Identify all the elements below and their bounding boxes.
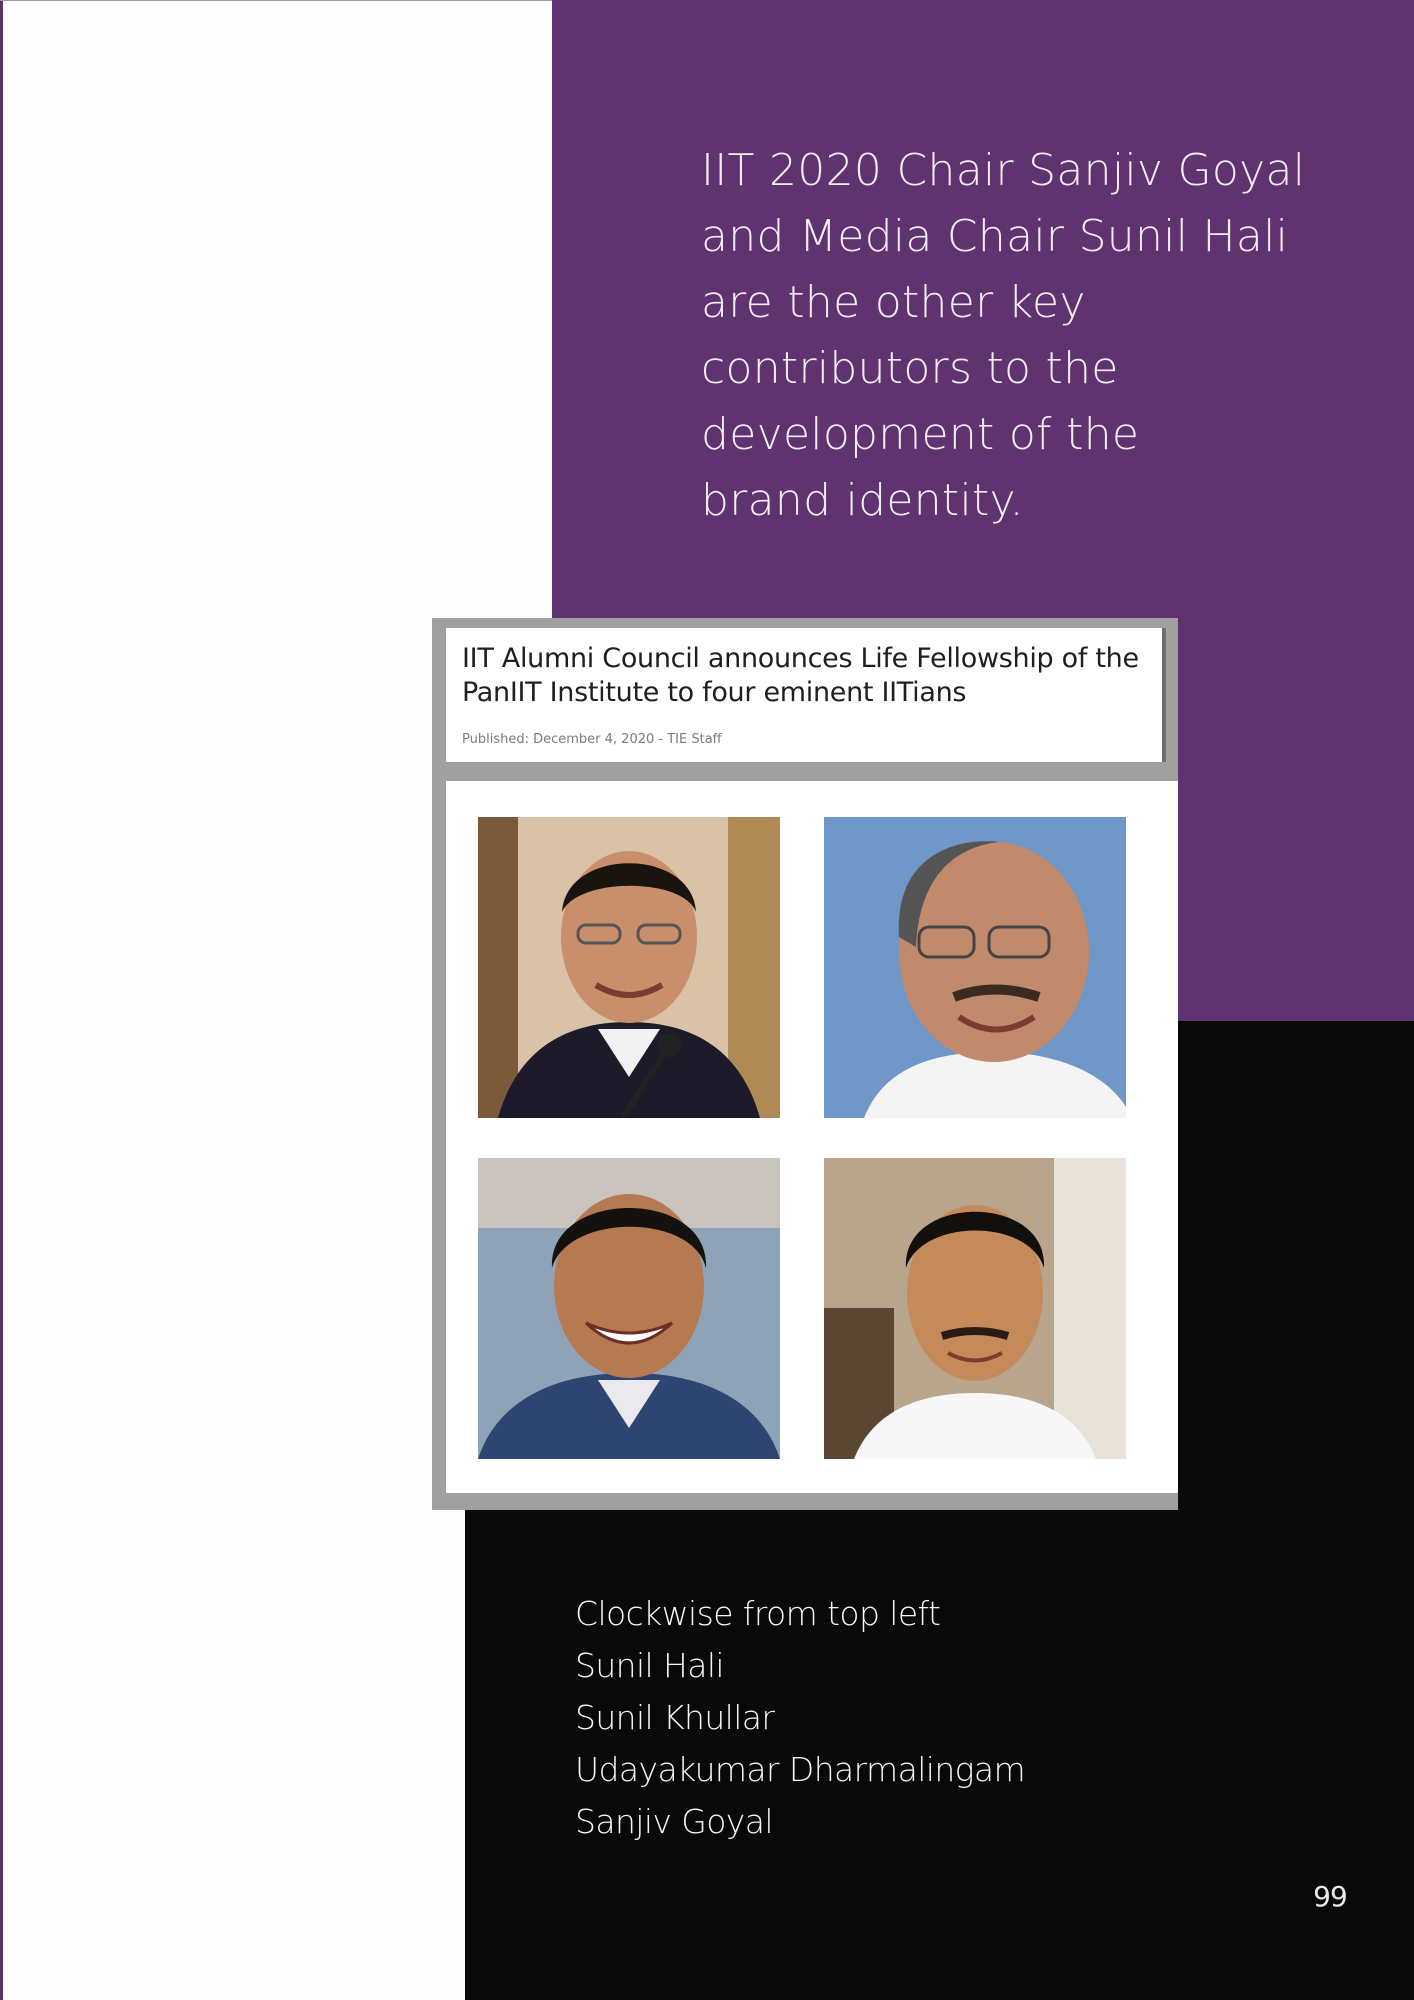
- caption-name: Sanjiv Goyal: [575, 1802, 773, 1841]
- portrait-photo-bottom-right: [824, 1158, 1126, 1459]
- photo-grid: [446, 781, 1178, 1493]
- portrait-photo-top-right: [824, 817, 1126, 1118]
- portrait-photo-top-left: [478, 817, 780, 1118]
- page-number: 99: [1313, 1880, 1347, 1913]
- top-edge-rule: [0, 0, 552, 1]
- caption-name: Sunil Khullar: [575, 1698, 775, 1737]
- caption-name: Sunil Hali: [575, 1646, 724, 1685]
- article-headline: IIT Alumni Council announces Life Fellowship of the PanIIT Institute to four eminent IITians: [462, 643, 1139, 708]
- news-clipping: [432, 618, 1178, 1510]
- portrait-photo-bottom-left: [478, 1158, 780, 1459]
- caption-name: Udayakumar Dharmalingam: [575, 1750, 1026, 1789]
- clipping-header: [446, 628, 1166, 762]
- pull-quote: IIT 2020 Chair Sanjiv Goyal and Media Chair Sunil Hali are the other key contributors to the development of the brand identity.: [701, 145, 1306, 526]
- photo-caption: [575, 1588, 1275, 1848]
- left-edge-rule: [0, 0, 3, 2000]
- article-meta: Published: December 4, 2020 - TIE Staff: [462, 732, 722, 747]
- caption-intro: Clockwise from top left: [575, 1594, 941, 1633]
